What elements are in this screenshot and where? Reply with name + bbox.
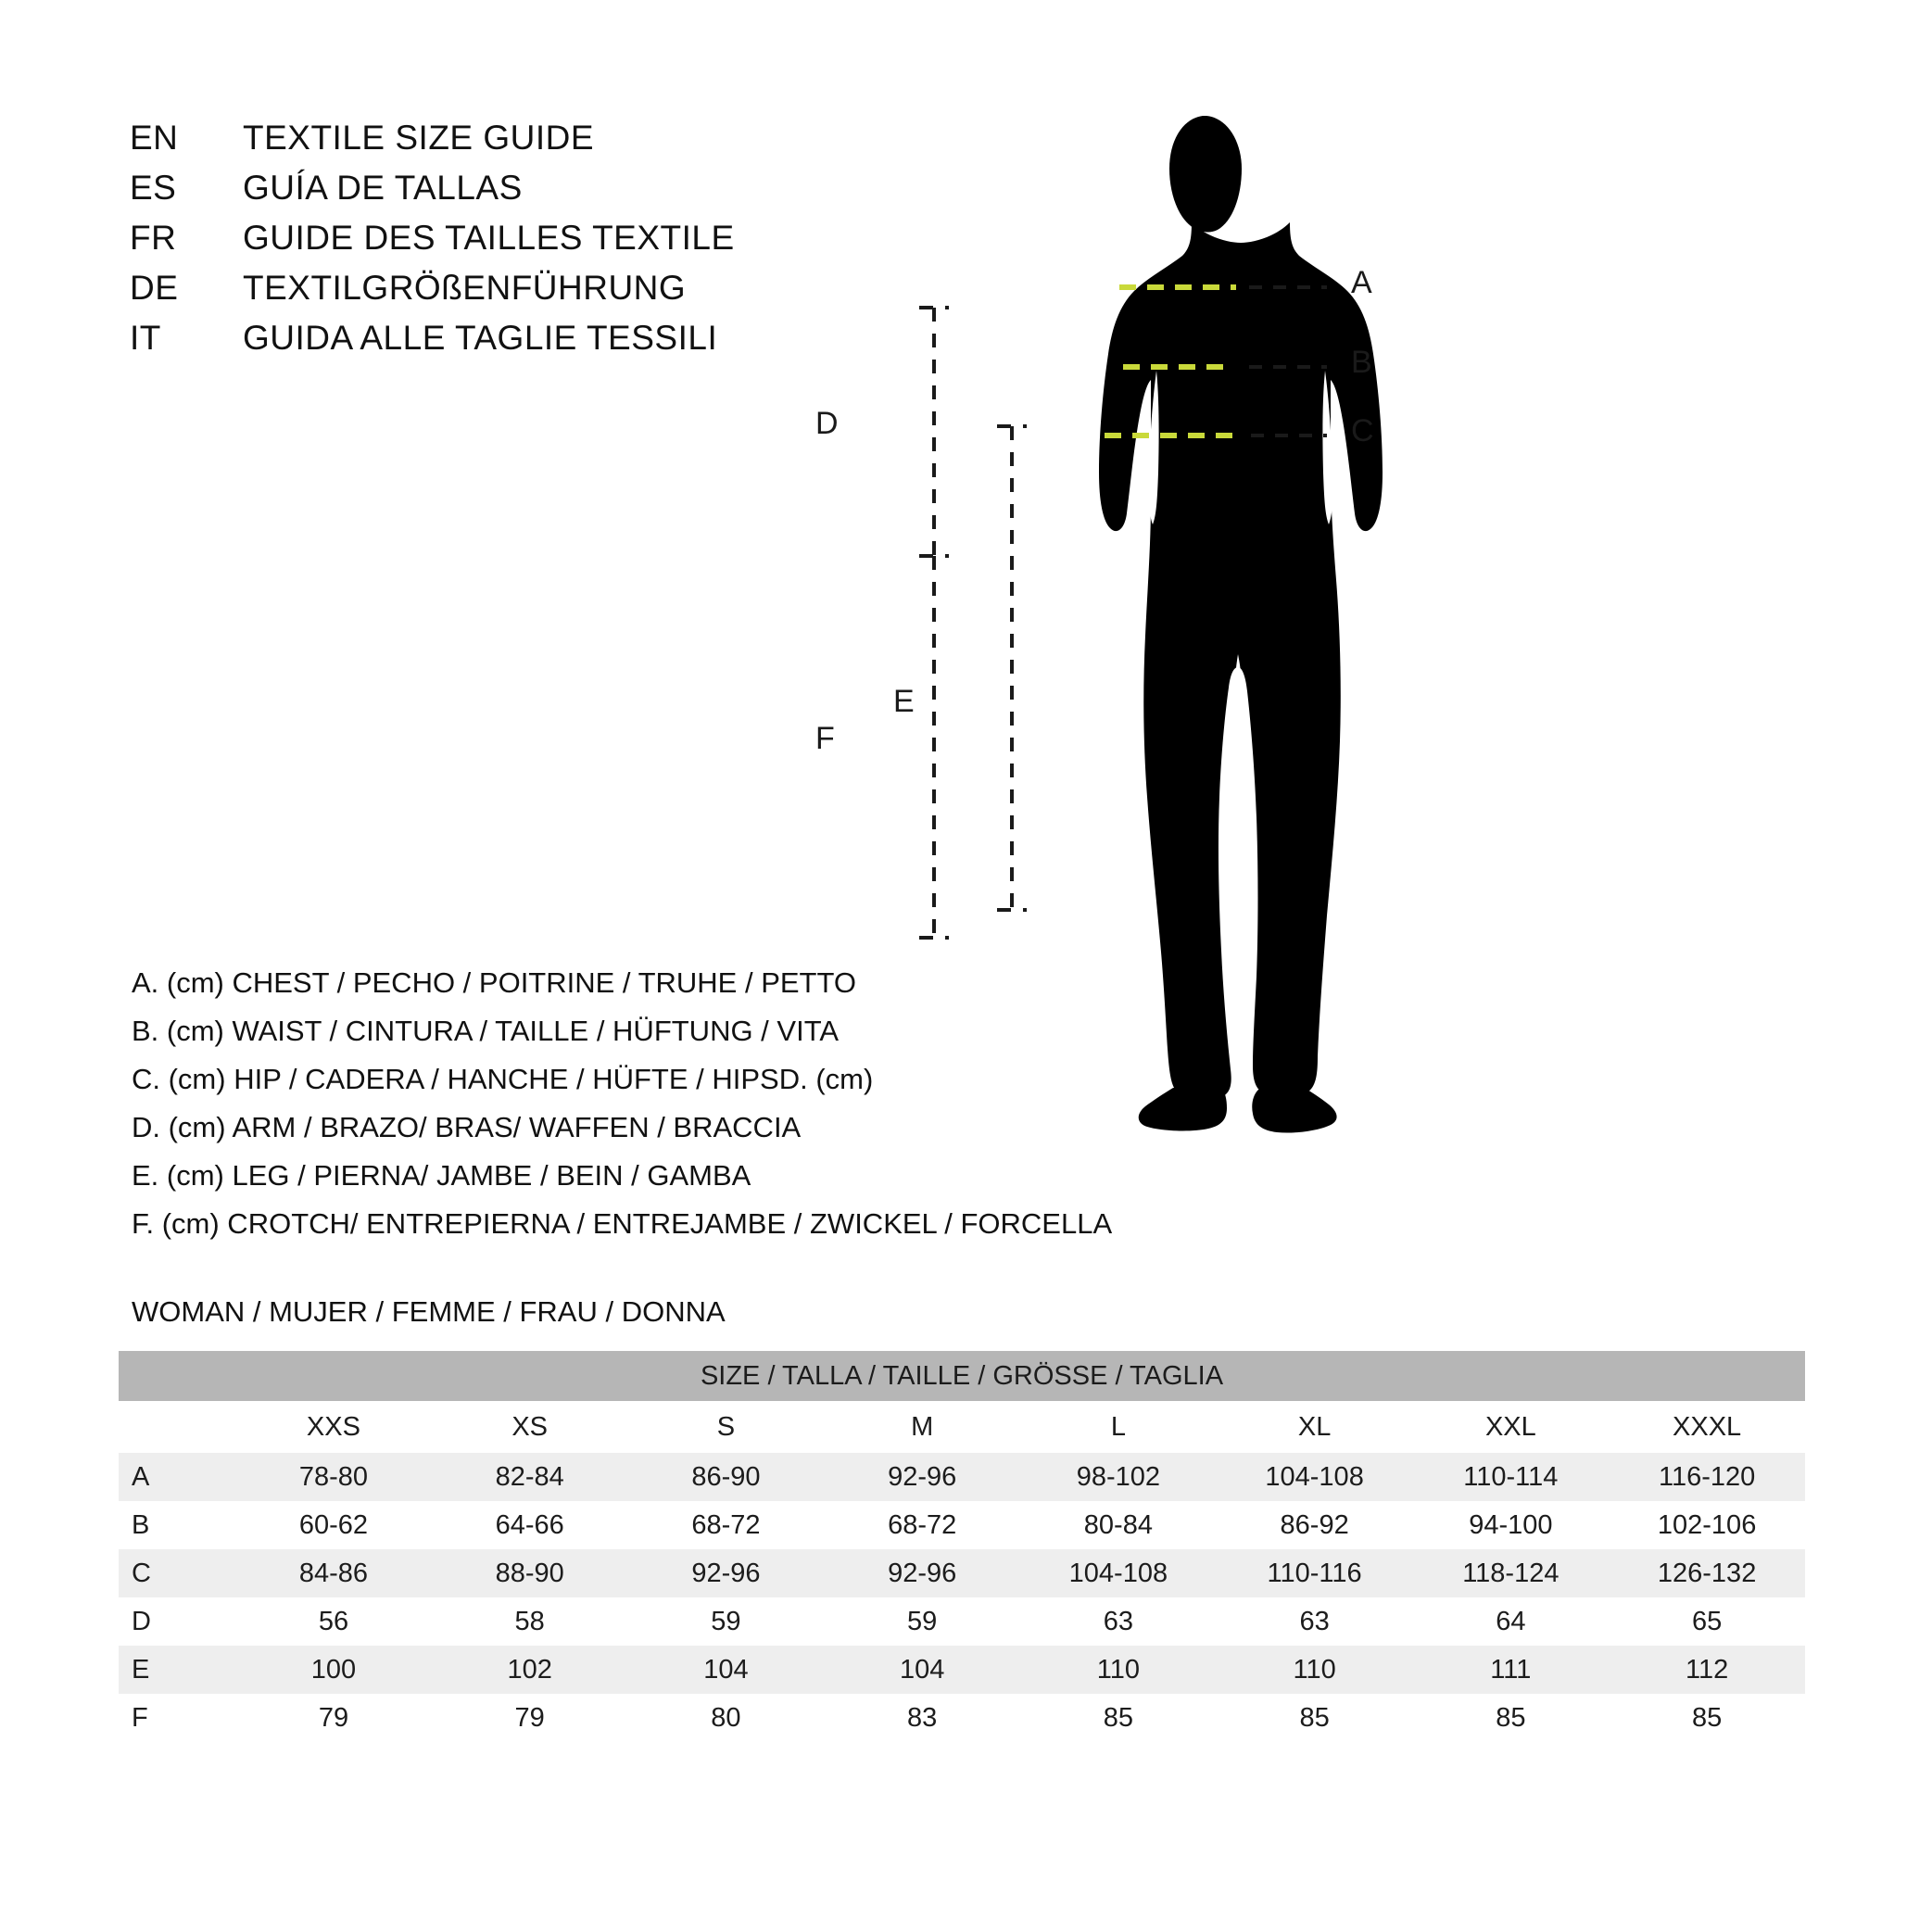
cell-a-s: 86-90 <box>628 1453 825 1501</box>
cell-b-l: 80-84 <box>1020 1501 1217 1549</box>
legend-item-f: F. (cm) CROTCH/ ENTREPIERNA / ENTREJAMBE / ZWICKEL / FORCELLA <box>132 1207 1113 1240</box>
table-row <box>119 1501 1805 1549</box>
size-table <box>119 1351 1805 1742</box>
size-row-corner <box>119 1401 235 1453</box>
cell-e-xxs: 100 <box>235 1646 432 1694</box>
cell-a-xs: 82-84 <box>432 1453 628 1501</box>
cell-a-xl: 104-108 <box>1217 1453 1413 1501</box>
cell-b-xxl: 94-100 <box>1412 1501 1609 1549</box>
cell-c-xs: 88-90 <box>432 1549 628 1597</box>
cell-e-m: 104 <box>824 1646 1020 1694</box>
table-row <box>119 1694 1805 1742</box>
category-label: WOMAN / MUJER / FEMME / FRAU / DONNA <box>132 1295 726 1328</box>
cell-a-xxl: 110-114 <box>1412 1453 1609 1501</box>
marker-label-c: C <box>1351 413 1374 448</box>
cell-c-l: 104-108 <box>1020 1549 1217 1597</box>
cell-b-xl: 86-92 <box>1217 1501 1413 1549</box>
legend-item-c: C. (cm) HIP / CADERA / HANCHE / HÜFTE / HIPSD. (cm) <box>132 1063 874 1095</box>
row-label-e: E <box>119 1646 235 1694</box>
size-header-xxl: XXL <box>1412 1401 1609 1453</box>
cell-e-xxl: 111 <box>1412 1646 1609 1694</box>
marker-label-d: D <box>815 406 839 441</box>
size-header-xxxl: XXXL <box>1609 1401 1805 1453</box>
cell-f-xxxl: 85 <box>1609 1694 1805 1742</box>
cell-b-xxxl: 102-106 <box>1609 1501 1805 1549</box>
cell-f-xxl: 85 <box>1412 1694 1609 1742</box>
cell-f-xs: 79 <box>432 1694 628 1742</box>
cell-f-xl: 85 <box>1217 1694 1413 1742</box>
cell-b-xxs: 60-62 <box>235 1501 432 1549</box>
cell-c-m: 92-96 <box>824 1549 1020 1597</box>
title-text-en: TEXTILE SIZE GUIDE <box>243 119 595 157</box>
size-header-xxs: XXS <box>235 1401 432 1453</box>
size-header-l: L <box>1020 1401 1217 1453</box>
table-row <box>119 1453 1805 1501</box>
language-code-it: IT <box>130 319 161 357</box>
cell-c-s: 92-96 <box>628 1549 825 1597</box>
table-size-row <box>119 1401 1805 1453</box>
cell-a-m: 92-96 <box>824 1453 1020 1501</box>
cell-c-xxs: 84-86 <box>235 1549 432 1597</box>
row-label-a: A <box>119 1453 235 1501</box>
cell-f-s: 80 <box>628 1694 825 1742</box>
cell-c-xxl: 118-124 <box>1412 1549 1609 1597</box>
legend-item-a: A. (cm) CHEST / PECHO / POITRINE / TRUHE / PETTO <box>132 966 856 999</box>
title-text-fr: GUIDE DES TAILLES TEXTILE <box>243 219 735 257</box>
cell-d-xxl: 64 <box>1412 1597 1609 1646</box>
cell-b-s: 68-72 <box>628 1501 825 1549</box>
cell-f-xxs: 79 <box>235 1694 432 1742</box>
cell-e-s: 104 <box>628 1646 825 1694</box>
size-header-m: M <box>824 1401 1020 1453</box>
cell-d-l: 63 <box>1020 1597 1217 1646</box>
table-row <box>119 1549 1805 1597</box>
table-row <box>119 1646 1805 1694</box>
cell-e-xxxl: 112 <box>1609 1646 1805 1694</box>
table-row <box>119 1597 1805 1646</box>
row-label-c: C <box>119 1549 235 1597</box>
measurement-legend <box>132 959 1206 1248</box>
language-code-en: EN <box>130 119 179 157</box>
cell-d-xl: 63 <box>1217 1597 1413 1646</box>
table-header-label: SIZE / TALLA / TAILLE / GRÖSSE / TAGLIA <box>119 1351 1805 1401</box>
cell-d-m: 59 <box>824 1597 1020 1646</box>
size-header-xl: XL <box>1217 1401 1413 1453</box>
title-row-es <box>130 169 964 219</box>
cell-e-xl: 110 <box>1217 1646 1413 1694</box>
row-label-d: D <box>119 1597 235 1646</box>
size-header-xs: XS <box>432 1401 628 1453</box>
size-header-s: S <box>628 1401 825 1453</box>
cell-e-xs: 102 <box>432 1646 628 1694</box>
language-code-es: ES <box>130 169 177 207</box>
cell-f-l: 85 <box>1020 1694 1217 1742</box>
marker-label-f: F <box>815 721 835 756</box>
cell-b-xs: 64-66 <box>432 1501 628 1549</box>
cell-d-xxxl: 65 <box>1609 1597 1805 1646</box>
language-code-fr: FR <box>130 219 177 257</box>
cell-e-l: 110 <box>1020 1646 1217 1694</box>
legend-item-e: E. (cm) LEG / PIERNA/ JAMBE / BEIN / GAMBA <box>132 1159 751 1192</box>
legend-item-d: D. (cm) ARM / BRAZO/ BRAS/ WAFFEN / BRACCIA <box>132 1111 802 1143</box>
title-text-it: GUIDA ALLE TAGLIE TESSILI <box>243 319 718 357</box>
cell-c-xxxl: 126-132 <box>1609 1549 1805 1597</box>
row-label-b: B <box>119 1501 235 1549</box>
language-code-de: DE <box>130 269 179 307</box>
marker-label-b: B <box>1351 345 1372 380</box>
cell-a-xxxl: 116-120 <box>1609 1453 1805 1501</box>
marker-label-a: A <box>1351 265 1372 300</box>
cell-a-l: 98-102 <box>1020 1453 1217 1501</box>
title-row-en <box>130 119 964 169</box>
cell-d-xxs: 56 <box>235 1597 432 1646</box>
cell-c-xl: 110-116 <box>1217 1549 1413 1597</box>
marker-label-e: E <box>893 684 915 719</box>
measurement-figure <box>815 65 1890 1205</box>
title-text-de: TEXTILGRÖßENFÜHRUNG <box>243 269 687 307</box>
cell-d-s: 59 <box>628 1597 825 1646</box>
legend-item-b: B. (cm) WAIST / CINTURA / TAILLE / HÜFTUNG / VITA <box>132 1015 840 1047</box>
cell-a-xxs: 78-80 <box>235 1453 432 1501</box>
cell-d-xs: 58 <box>432 1597 628 1646</box>
row-label-f: F <box>119 1694 235 1742</box>
title-text-es: GUÍA DE TALLAS <box>243 169 523 207</box>
cell-b-m: 68-72 <box>824 1501 1020 1549</box>
cell-f-m: 83 <box>824 1694 1020 1742</box>
table-header-row <box>119 1351 1805 1401</box>
